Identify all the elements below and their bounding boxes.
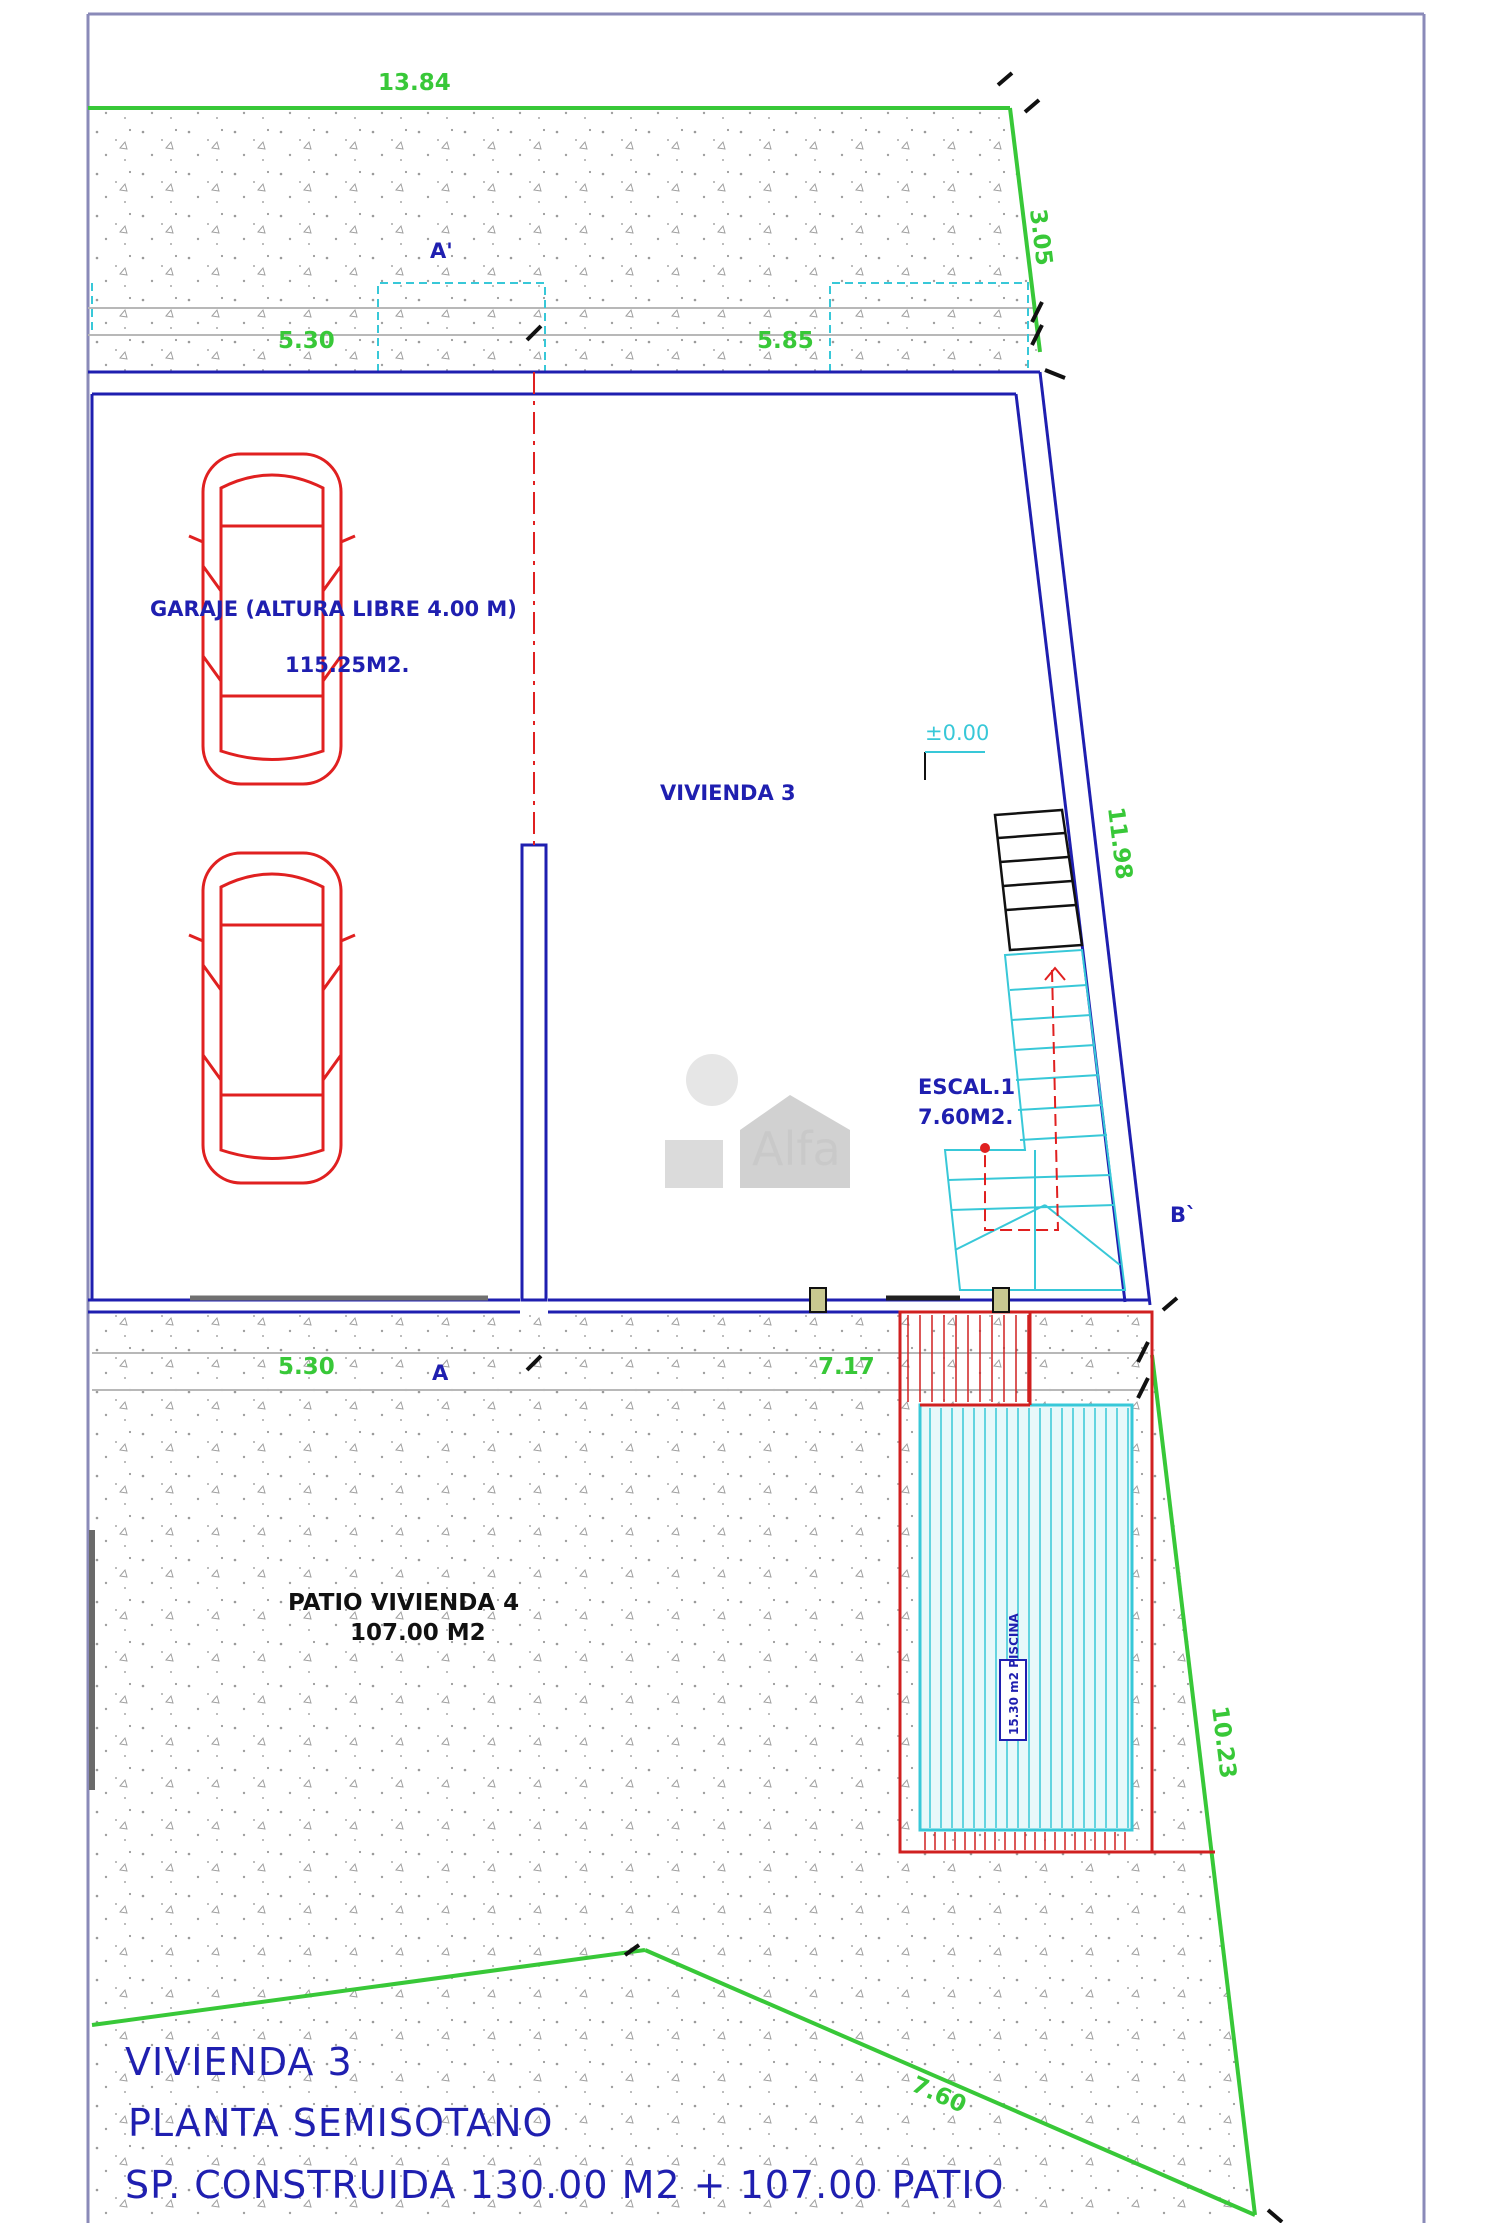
section-mark-bottom: A	[432, 1361, 449, 1385]
dim-right-lower-side: 10.23	[1206, 1704, 1241, 1780]
dim-top-right-segment: 5.85	[757, 328, 814, 354]
front-terrain	[88, 108, 1040, 372]
garage-area: 115.25M2.	[285, 653, 410, 677]
section-mark-top: A'	[430, 239, 453, 263]
patio-area: 107.00 M2	[350, 1620, 486, 1646]
stair-icon	[945, 810, 1125, 1290]
car-icon	[189, 853, 355, 1183]
stair-name: ESCAL.1	[918, 1075, 1016, 1099]
pool-label: 15.30 m2 PISCINA	[1007, 1613, 1021, 1735]
caption-area: SP. CONSTRUIDA 130.00 M2 + 107.00 PATIO	[125, 2163, 1005, 2207]
caption-subtitle: PLANTA SEMISOTANO	[128, 2101, 554, 2145]
dim-bottom-diagonal: 7.60	[907, 2071, 970, 2119]
caption-title: VIVIENDA 3	[125, 2040, 353, 2084]
dim-top-left-segment: 5.30	[278, 328, 335, 354]
watermark	[665, 1054, 850, 1188]
patio-name: PATIO VIVIENDA 4	[288, 1590, 520, 1616]
dim-right-upper-side: 11.98	[1102, 805, 1137, 881]
level-marker	[925, 752, 985, 780]
garage-name: GARAJE (ALTURA LIBRE 4.00 M)	[150, 597, 517, 621]
dim-top-right-side: 3.05	[1024, 207, 1057, 268]
level-mark: ±0.00	[925, 721, 990, 745]
stair-area: 7.60M2.	[918, 1105, 1014, 1129]
dim-bottom-left-segment: 5.30	[278, 1354, 335, 1380]
vivienda-label: VIVIENDA 3	[660, 781, 796, 805]
section-mark-right: B`	[1170, 1203, 1197, 1227]
dim-bottom-right-segment: 7.17	[818, 1354, 875, 1380]
dim-top-width: 13.84	[378, 70, 451, 96]
watermark-text: Alfa	[752, 1122, 841, 1176]
section-lines	[88, 308, 1148, 1390]
